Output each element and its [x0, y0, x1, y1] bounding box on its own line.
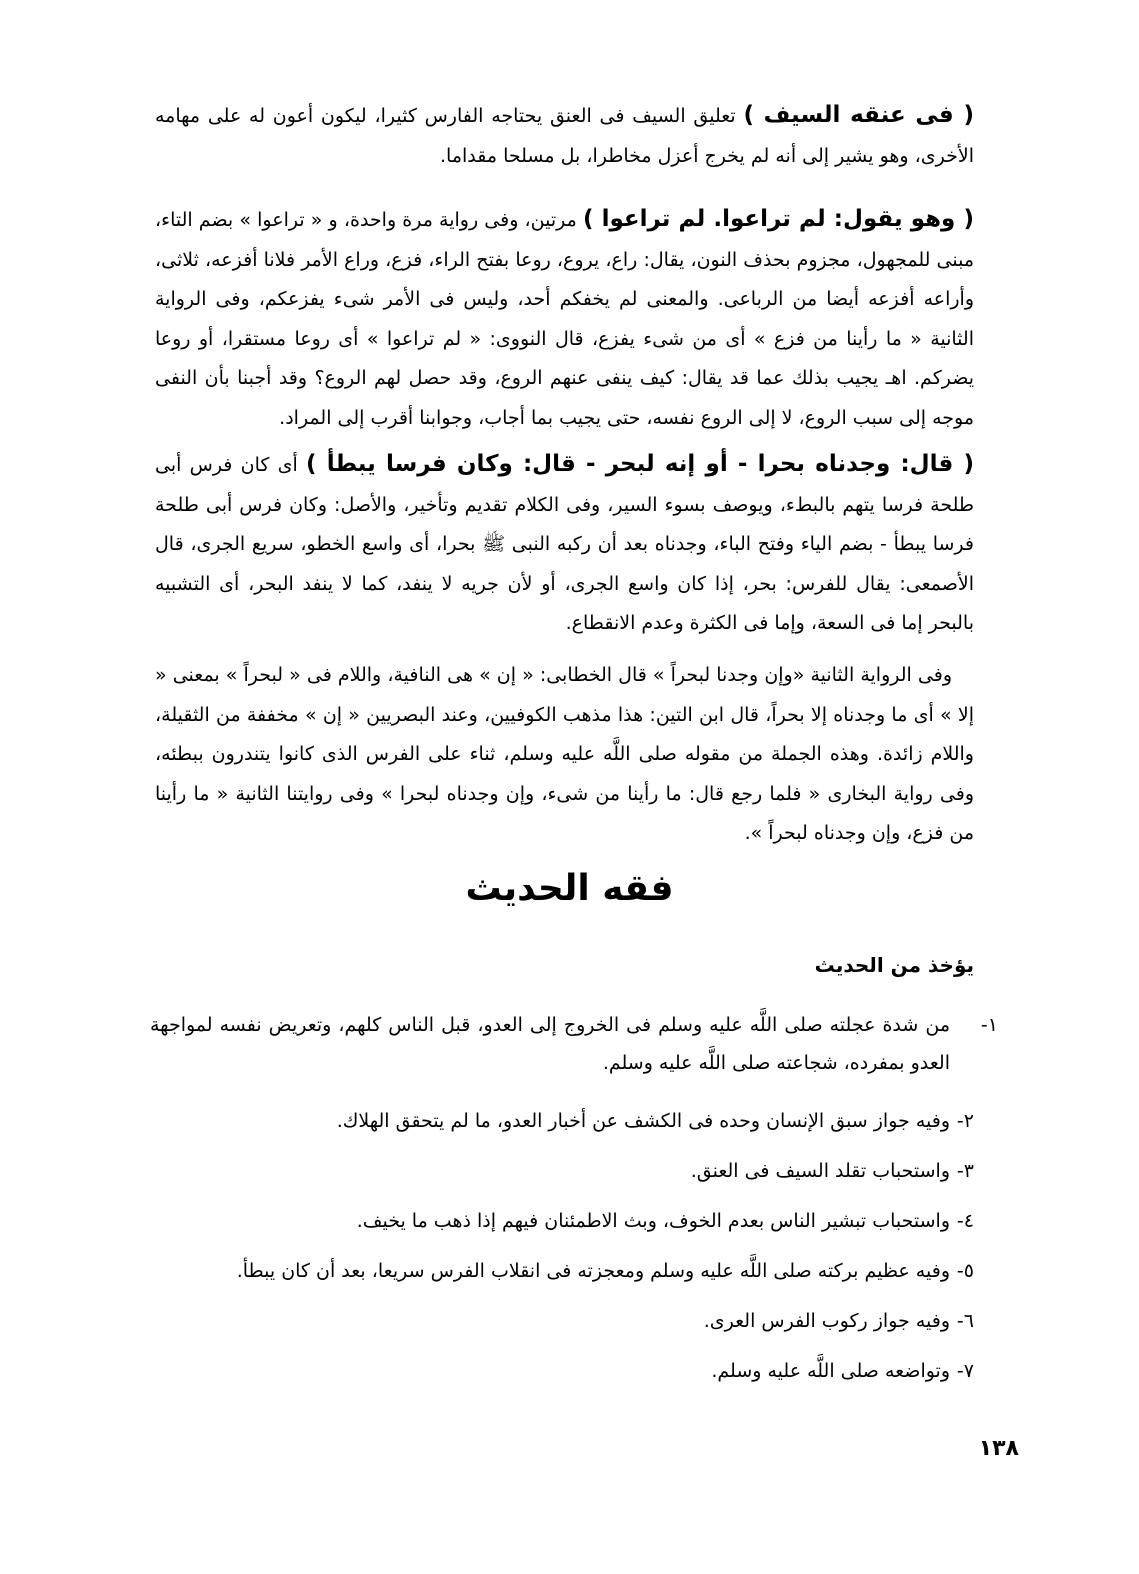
item-text: واستحباب تبشير الناس بعدم الخوف، وبث الاطمئنان فيهم إذا ذهب ما يخيف. — [356, 1210, 950, 1232]
page-number: ١٣٨ — [978, 1436, 1019, 1461]
paragraph-text: تعليق السيف فى العنق يحتاجه الفارس كثيرا، ليكون أعون له على مهامه الأخرى، وهو يشير إلى أنه لم يخرج أعزل مخاطرا، بل مسلحا مقداما. — [155, 105, 974, 167]
list-item — [150, 1252, 974, 1290]
paragraph-lead: ( وهو يقول: لم تراعوا. لم تراعوا ) — [582, 206, 974, 232]
commentary-paragraph-3 — [155, 445, 974, 644]
list-item — [150, 1006, 998, 1082]
list-item — [150, 1302, 974, 1340]
paragraph-lead: ( قال: وجدناه بحرا - أو إنه لبحر - قال: وكان فرسا يبطأ ) — [306, 451, 975, 477]
commentary-paragraph-2 — [155, 200, 974, 439]
item-number: ٥- — [956, 1260, 974, 1282]
paragraph-text: وفى الرواية الثانية «وإن وجدنا لبحراً » قال الخطابى: « إن » هى النافية، واللام فى « لبحراً » بمعنى « إلا » أى ما وجدناه إلا بحراً، قال ابن التين: هذا مذهب الكوفيين، وعند البصريين « إن » مخففة من الثقيلة، واللام زائدة. وهذه الجملة من مقوله صلى اللَّه عليه وسلم، ثناء على الفرس الذى كانوا يتندرون ببطئه، وفى رواية البخارى « فلما رجع قال: ما رأينا من شىء، وإن وجدناه لبحرا » وفى روايتنا الثانية « ما رأينا من فزع، وإن وجدناه لبحراً ». — [155, 664, 974, 845]
item-text: من شدة عجلته صلى اللَّه عليه وسلم فى الخروج إلى العدو، قبل الناس كلهم، وتعريض نفسه لمواجهة العدو بمفرده، شجاعته صلى اللَّه عليه وسلم. — [150, 1014, 950, 1074]
item-number: ٢- — [956, 1110, 974, 1132]
lessons-list — [150, 1006, 998, 1390]
item-text: وفيه جواز سبق الإنسان وحده فى الكشف عن أخبار العدو، ما لم يتحقق الهلاك. — [336, 1110, 950, 1132]
list-item — [150, 1352, 974, 1390]
item-text: وفيه عظيم بركته صلى اللَّه عليه وسلم ومعجزته فى انقلاب الفرس سريعا، بعد أن كان يبطأ. — [236, 1260, 950, 1282]
item-number: ٦- — [956, 1310, 974, 1332]
paragraph-text: أى كان فرس أبى طلحة فرسا يتهم بالبطء، ويوصف بسوء السير، وفى الكلام تقديم وتأخير، والأصل: وكان فرس أبى طلحة فرسا يبطأ - بضم الياء وفتح الباء، وجدناه بعد أن ركبه النبى ﷺ بحرا، أى واسع الخطو، سريع الجرى، قال الأصمعى: يقال للفرس: بحر، إذا كان واسع الجرى، أو لأن جريه لا ينفد، كما لا ينفد البحر، أى التشبيه بالبحر إما فى السعة، وإما فى الكثرة وعدم الانقطاع. — [155, 454, 974, 635]
item-number: ٧- — [956, 1360, 974, 1382]
item-text: وفيه جواز ركوب الفرس العرى. — [703, 1310, 950, 1332]
item-number: ١- — [980, 1014, 998, 1036]
commentary-paragraph-4 — [155, 656, 974, 854]
section-title: فقه الحديث — [465, 868, 674, 909]
section-subheading: يؤخذ من الحديث — [814, 953, 974, 977]
paragraph-text: مرتين، وفى رواية مرة واحدة، و « تراعوا » بضم التاء، مبنى للمجهول، مجزوم بحذف النون، يقال: راع، يروع، روعا بفتح الراء، فزع، وراع الأمر فلانا أفزعه، ثلاثى، وأراعه أفزعه أيضا من الرباعى. والمعنى لم يخفكم أحد، وليس فى الأمر شىء يفزعكم، وفى الرواية الثانية « ما رأينا من فزع » أى من شىء يفزع، قال النووى: « لم تراعوا » أى روعا مستقرا، أو روعا يضركم. اهـ يجيب بذلك عما قد يقال: كيف ينفى عنهم الروع، وقد حصل لهم الروع؟ وقد أجبنا بأن النفى موجه إلى سبب الروع، لا إلى الروع نفسه، حتى يجيب بما أجاب، وجوابنا أقرب إلى المراد. — [155, 209, 974, 429]
item-number: ٣- — [956, 1160, 974, 1182]
list-item — [150, 1102, 974, 1140]
item-text: وتواضعه صلى اللَّه عليه وسلم. — [711, 1360, 950, 1382]
list-item — [150, 1202, 974, 1240]
list-item — [150, 1152, 974, 1190]
item-text: واستحباب تقلد السيف فى العنق. — [690, 1160, 950, 1182]
commentary-paragraph-1 — [155, 96, 974, 176]
item-number: ٤- — [956, 1210, 974, 1232]
paragraph-lead: ( فى عنقه السيف ) — [743, 102, 974, 128]
